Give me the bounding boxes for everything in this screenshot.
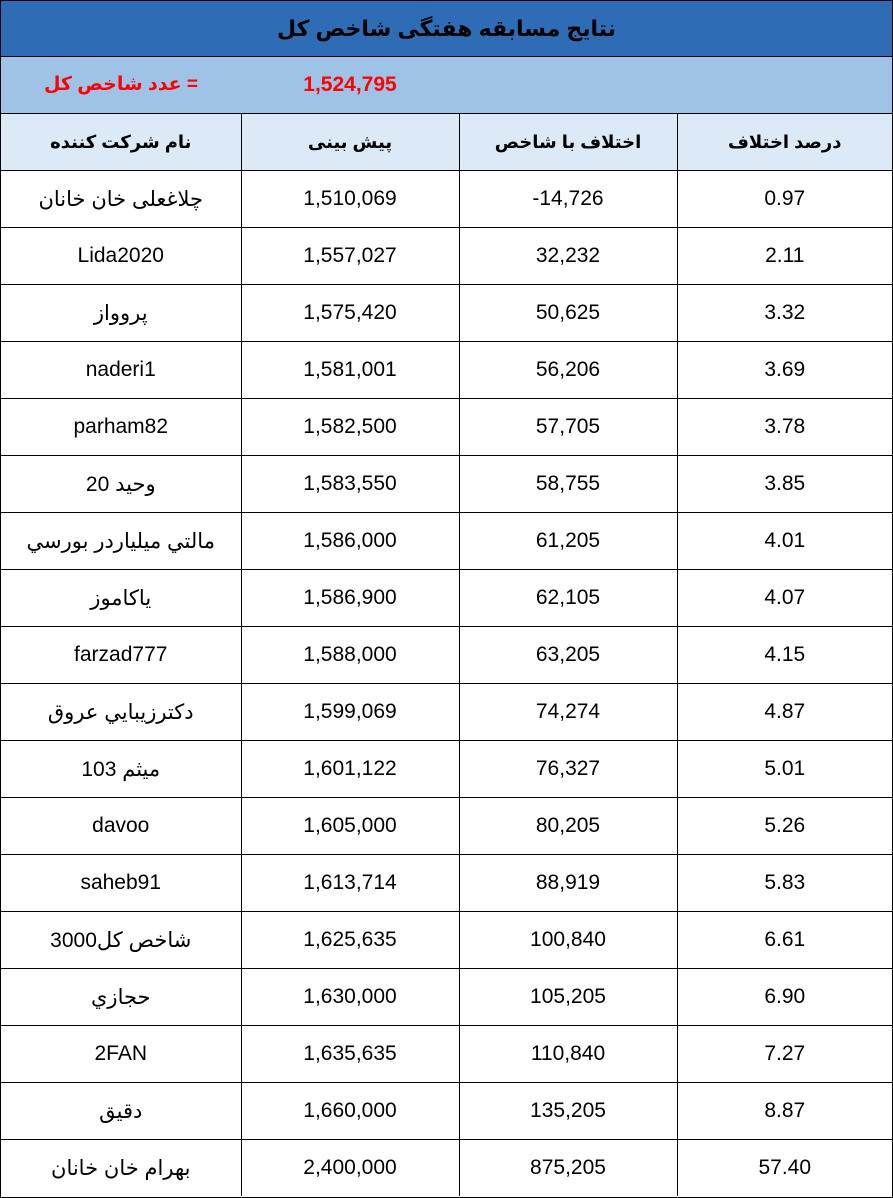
participant-name-cell: davoo: [1, 798, 241, 855]
difference-cell: 63,205: [459, 627, 677, 684]
difference-cell: 58,755: [459, 456, 677, 513]
participant-name-cell: پروواز: [1, 285, 241, 342]
prediction-cell: 1,613,714: [241, 855, 459, 912]
percent-cell: 3.85: [677, 456, 892, 513]
difference-cell: 105,205: [459, 969, 677, 1026]
table-row: [1, 969, 892, 1026]
difference-cell: 50,625: [459, 285, 677, 342]
percent-cell: 5.26: [677, 798, 892, 855]
participant-name-cell: یاکاموز: [1, 570, 241, 627]
participant-name-cell: naderi1: [1, 342, 241, 399]
percent-cell: 3.32: [677, 285, 892, 342]
table-row: [1, 228, 892, 285]
prediction-cell: 1,660,000: [241, 1083, 459, 1140]
participant-name-cell: وحید 20: [1, 456, 241, 513]
percent-cell: 3.78: [677, 399, 892, 456]
participant-name-cell: دقيق: [1, 1083, 241, 1140]
prediction-cell: 1,583,550: [241, 456, 459, 513]
difference-cell: -14,726: [459, 171, 677, 228]
participant-name-cell: میثم 103: [1, 741, 241, 798]
prediction-cell: 1,575,420: [241, 285, 459, 342]
participant-name-cell: دكترزيبايي عروق: [1, 684, 241, 741]
difference-cell: 80,205: [459, 798, 677, 855]
participant-name-cell: حجازي: [1, 969, 241, 1026]
table-row: [1, 285, 892, 342]
column-header-name: نام شرکت کننده: [1, 114, 241, 171]
participant-name-cell: شاخص کل3000: [1, 912, 241, 969]
participant-name-cell: Lida2020: [1, 228, 241, 285]
prediction-cell: 1,586,000: [241, 513, 459, 570]
table-row: [1, 513, 892, 570]
table-row: [1, 456, 892, 513]
difference-cell: 110,840: [459, 1026, 677, 1083]
percent-cell: 4.01: [677, 513, 892, 570]
participant-name-cell: چلاغعلی خان خانان: [1, 171, 241, 228]
prediction-cell: 1,510,069: [241, 171, 459, 228]
difference-cell: 76,327: [459, 741, 677, 798]
percent-cell: 2.11: [677, 228, 892, 285]
participant-name-cell: parham82: [1, 399, 241, 456]
table-row: [1, 855, 892, 912]
table-row: [1, 1026, 892, 1083]
table-row: [1, 570, 892, 627]
prediction-cell: 2,400,000: [241, 1140, 459, 1197]
index-bar: [1, 57, 892, 114]
column-header-percent: درصد اختلاف: [677, 114, 892, 171]
prediction-cell: 1,630,000: [241, 969, 459, 1026]
column-header-difference: اختلاف با شاخص: [459, 114, 677, 171]
table-row: [1, 1083, 892, 1140]
percent-cell: 4.07: [677, 570, 892, 627]
participant-name-cell: saheb91: [1, 855, 241, 912]
difference-cell: 62,105: [459, 570, 677, 627]
participant-name-cell: farzad777: [1, 627, 241, 684]
results-body: [1, 171, 892, 1197]
table-row: [1, 399, 892, 456]
prediction-cell: 1,635,635: [241, 1026, 459, 1083]
table-row: [1, 798, 892, 855]
index-label: = عدد شاخص کل: [43, 74, 199, 95]
percent-cell: 0.97: [677, 171, 892, 228]
table-row: [1, 1140, 892, 1197]
percent-cell: 57.40: [677, 1140, 892, 1197]
header-row: [1, 114, 892, 171]
percent-cell: 6.61: [677, 912, 892, 969]
table-row: [1, 342, 892, 399]
difference-cell: 32,232: [459, 228, 677, 285]
prediction-cell: 1,601,122: [241, 741, 459, 798]
table-row: [1, 912, 892, 969]
page-title: نتایج مسابقه هفتگی شاخص کل: [276, 15, 617, 41]
difference-cell: 135,205: [459, 1083, 677, 1140]
title-bar: [1, 1, 892, 57]
prediction-cell: 1,625,635: [241, 912, 459, 969]
percent-cell: 5.01: [677, 741, 892, 798]
prediction-cell: 1,582,500: [241, 399, 459, 456]
difference-cell: 74,274: [459, 684, 677, 741]
prediction-cell: 1,581,001: [241, 342, 459, 399]
percent-cell: 3.69: [677, 342, 892, 399]
percent-cell: 5.83: [677, 855, 892, 912]
difference-cell: 56,206: [459, 342, 677, 399]
percent-cell: 8.87: [677, 1083, 892, 1140]
participant-name-cell: بهرام خان خانان: [1, 1140, 241, 1197]
prediction-cell: 1,605,000: [241, 798, 459, 855]
participant-name-cell: مالتي ميلياردر بورسي: [1, 513, 241, 570]
percent-cell: 4.15: [677, 627, 892, 684]
participant-name-cell: 2FAN: [1, 1026, 241, 1083]
table-row: [1, 171, 892, 228]
table-row: [1, 741, 892, 798]
difference-cell: 88,919: [459, 855, 677, 912]
results-table: [1, 114, 892, 1196]
difference-cell: 61,205: [459, 513, 677, 570]
table-row: [1, 627, 892, 684]
percent-cell: 6.90: [677, 969, 892, 1026]
prediction-cell: 1,557,027: [241, 228, 459, 285]
prediction-cell: 1,586,900: [241, 570, 459, 627]
difference-cell: 57,705: [459, 399, 677, 456]
column-header-prediction: پیش بینی: [241, 114, 459, 171]
prediction-cell: 1,588,000: [241, 627, 459, 684]
index-value: 1,524,795: [303, 73, 397, 96]
percent-cell: 7.27: [677, 1026, 892, 1083]
table-row: [1, 684, 892, 741]
prediction-cell: 1,599,069: [241, 684, 459, 741]
percent-cell: 4.87: [677, 684, 892, 741]
difference-cell: 875,205: [459, 1140, 677, 1197]
difference-cell: 100,840: [459, 912, 677, 969]
